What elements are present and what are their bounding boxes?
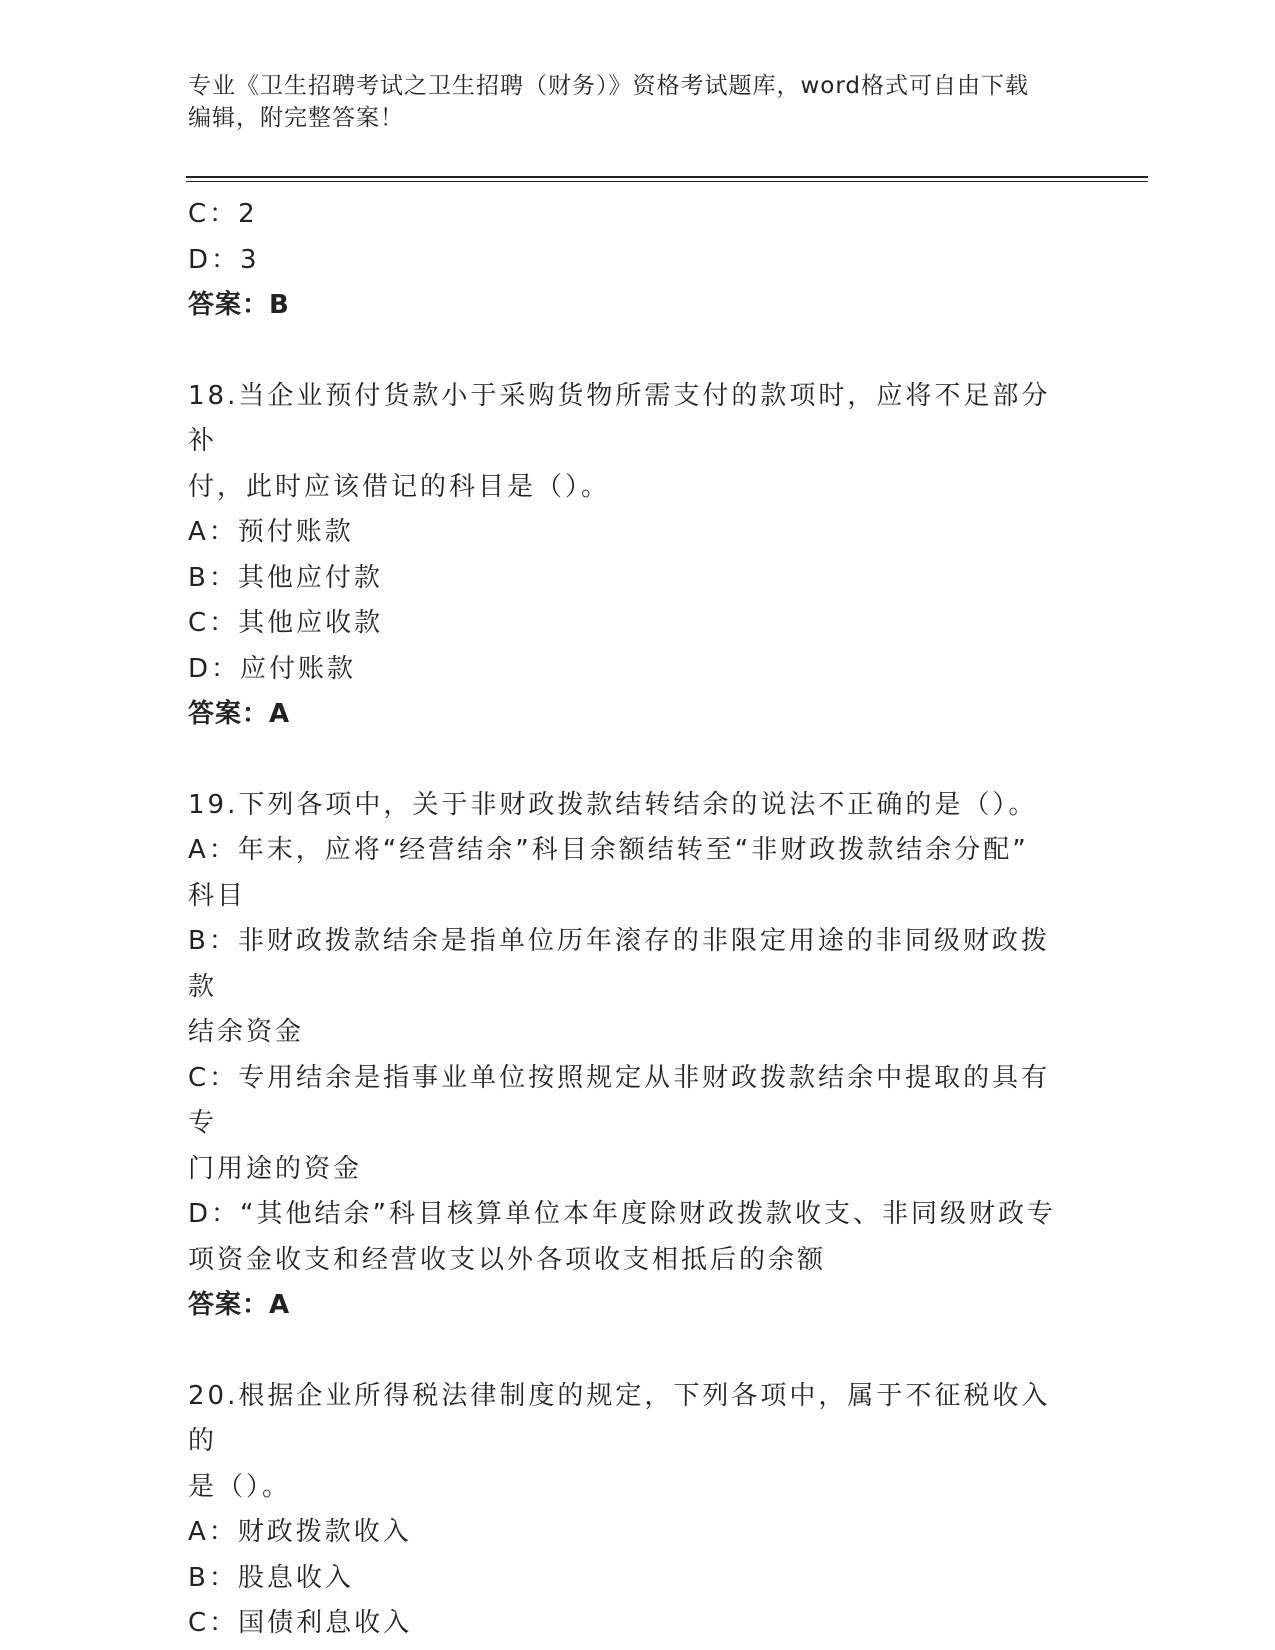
- option-b: B：其他应付款: [188, 562, 383, 593]
- option-c: C：其他应收款: [188, 608, 384, 638]
- question-stem: 19.下列各项中，关于非财政拨款结转结余的说法不正确的是（）。: [188, 789, 1038, 820]
- option-d-continued: 项资金收支和经营收支以外各项收支相抵后的余额: [188, 1244, 827, 1275]
- question-stem-continued: 是（）。: [188, 1471, 292, 1502]
- option-b: B：股息收入: [188, 1562, 354, 1593]
- option-d: D：应付账款: [188, 653, 357, 684]
- question-19: [188, 783, 1068, 1329]
- question-stem: 18.当企业预付货款小于采购货物所需支付的款项时，应将不足部分补: [188, 380, 1051, 456]
- question-17-continuation: [188, 192, 1068, 329]
- answer: 答案：B: [188, 290, 290, 320]
- option-b: B：非财政拨款结余是指单位历年滚存的非限定用途的非同级财政拨款: [188, 926, 1050, 1002]
- option-b-continued: 结余资金: [188, 1017, 305, 1047]
- header-text-line-1: 专业《卫生招聘考试之卫生招聘（财务）》资格考试题库，word格式可自由下载: [188, 73, 1030, 99]
- header-text-line-2: 编辑，附完整答案！: [188, 105, 404, 131]
- option-c: C：2: [188, 199, 258, 229]
- spacer: [188, 329, 1068, 374]
- question-content: [188, 192, 1068, 1647]
- answer: 答案：A: [188, 699, 291, 729]
- question-stem-continued: 付，此时应该借记的科目是（）。: [188, 471, 611, 502]
- header-divider-thin: [186, 181, 1148, 182]
- question-stem: 20.根据企业所得税法律制度的规定，下列各项中，属于不征税收入的: [188, 1380, 1051, 1456]
- question-20: [188, 1374, 1068, 1647]
- option-c: C：专用结余是指事业单位按照规定从非财政拨款结余中提取的具有专: [188, 1062, 1051, 1138]
- answer: 答案：A: [188, 1290, 291, 1320]
- option-a-continued: 科目: [188, 880, 247, 911]
- option-c: C：国债利息收入: [188, 1608, 413, 1638]
- spacer: [188, 738, 1068, 783]
- option-c-continued: 门用途的资金: [188, 1153, 363, 1184]
- option-a: A：预付账款: [188, 517, 354, 547]
- header-divider-thick: [186, 176, 1148, 178]
- spacer: [188, 1329, 1068, 1374]
- option-d: D：“其他结余”科目核算单位本年度除财政拨款收支、非同级财政专: [188, 1199, 1056, 1229]
- option-a: A：财政拨款收入: [188, 1517, 412, 1547]
- option-d: D：3: [188, 244, 260, 275]
- question-18: [188, 374, 1068, 738]
- option-a: A：年末，应将“经营结余”科目余额结转至“非财政拨款结余分配”: [188, 835, 1029, 865]
- document-header: [188, 70, 1088, 134]
